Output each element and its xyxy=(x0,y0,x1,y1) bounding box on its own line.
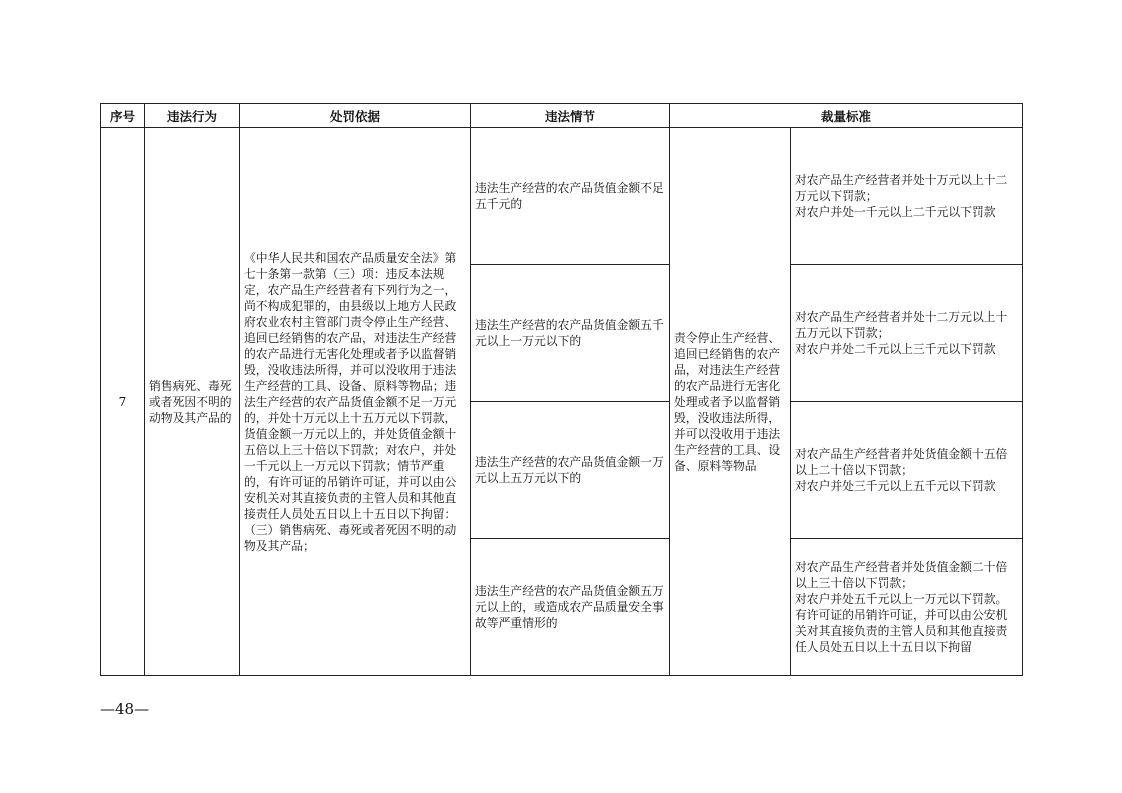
circumstance-cell-3: 违法生产经营的农产品货值金额一万元以上五万元以下的 xyxy=(471,402,670,539)
header-circumstances: 违法情节 xyxy=(471,104,670,128)
page-number: —48— xyxy=(100,700,150,718)
circumstance-cell-1: 违法生产经营的农产品货值金额不足五千元的 xyxy=(471,128,670,265)
standard-cell-3: 对农产品生产经营者并处货值金额十五倍以上二十倍以下罚款； 对农户并处三千元以上五千元以下罚款 xyxy=(791,402,1023,539)
standard-cell-1: 对农产品生产经营者并处十万元以上十二万元以下罚款； 对农户并处一千元以上二千元以下罚款 xyxy=(791,128,1023,265)
standard-cell-4: 对农产品生产经营者并处货值金额二十倍以上三十倍以下罚款； 对农户并处五千元以上一万元以下罚款。有许可证的吊销许可证，并可以由公安机关对其直接负责的主管人员和其他直接责任人员处五日以上十五日以下拘留 xyxy=(791,539,1023,676)
penalty-standard-table xyxy=(100,103,1023,676)
standard-cell-2: 对农产品生产经营者并处十二万元以上十五万元以下罚款； 对农户并处二千元以上三千元以下罚款 xyxy=(791,265,1023,402)
header-violation: 违法行为 xyxy=(145,104,240,128)
serial-number-cell: 7 xyxy=(101,128,145,676)
header-row xyxy=(101,104,1023,128)
measure-cell: 责令停止生产经营、追回已经销售的农产品，对违法生产经营的农产品进行无害化处理或者予以监督销毁，没收违法所得，并可以没收用于违法生产经营的工具、设备、原料等物品 xyxy=(670,128,791,676)
penalty-basis-cell: 《中华人民共和国农产品质量安全法》第七十条第一款第（三）项：违反本法规定，农产品生产经营者有下列行为之一，尚不构成犯罪的，由县级以上地方人民政府农业农村主管部门责令停止生产经营、追回已经销售的农产品，对违法生产经营的农产品进行无害化处理或者予以监督销毁，没收违法所得，并可以没收用于违法生产经营的工具、设备、原料等物品；违法生产经营的农产品货值金额不足一万元的，并处十万元以上十五万元以下罚款，货值金额一万元以上的，并处货值金额十五倍以上三十倍以下罚款；对农户，并处一千元以上一万元以下罚款；情节严重的，有许可证的吊销许可证，并可以由公安机关对其直接负责的主管人员和其他直接责任人员处五日以上十五日以下拘留：（三）销售病死、毒死或者死因不明的动物及其产品； xyxy=(240,128,471,676)
circumstance-cell-4: 违法生产经营的农产品货值金额五万元以上的，或造成农产品质量安全事故等严重情形的 xyxy=(471,539,670,676)
header-serial-number: 序号 xyxy=(101,104,145,128)
violation-cell: 销售病死、毒死或者死因不明的动物及其产品的 xyxy=(145,128,240,676)
table-row xyxy=(101,128,1023,265)
header-discretion-standard: 裁量标准 xyxy=(670,104,1023,128)
circumstance-cell-2: 违法生产经营的农产品货值金额五千元以上一万元以下的 xyxy=(471,265,670,402)
header-penalty-basis: 处罚依据 xyxy=(240,104,471,128)
